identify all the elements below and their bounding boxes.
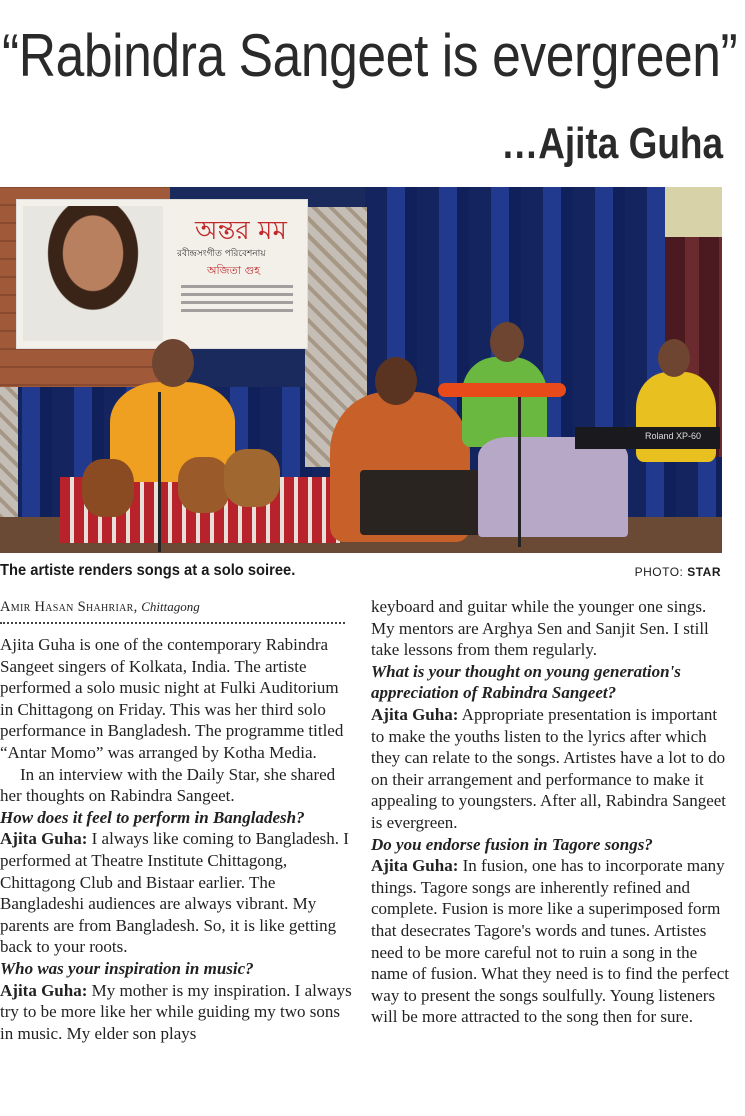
ceiling-panel	[665, 187, 722, 237]
tabla-drum	[82, 459, 134, 517]
mic-stand	[158, 392, 161, 552]
answer-text: Appropriate presentation is important to make the youths listen to the lyrics after which they can relate to the songs. Artistes have a lot to do on their arrangement and performance to make it appealing to youngsters. After all, Rabindra Sangeet is evergreen.	[371, 704, 727, 832]
banner-title: অন্তর মম	[195, 216, 287, 246]
answer	[371, 704, 729, 834]
intro-paragraph: Ajita Guha is one of the contemporary Rabindra Sangeet singers of Kolkata, India. The artiste performed a solo music night at Fulki Auditorium in Chittagong on Friday. This was her third solo performance in Bangladesh. The programme titled “Antar Momo” was arranged by Kotha Media.	[0, 635, 344, 762]
article-column-2	[371, 596, 729, 1028]
author-name: Amir Hasan Shahriar,	[0, 599, 138, 615]
answer	[0, 828, 352, 958]
author-place: Chittagong	[141, 599, 200, 614]
intro-paragraph-2: In an interview with the Daily Star, she shared her thoughts on Rabindra Sangeet.	[0, 764, 336, 806]
speaker: Ajita Guha:	[0, 829, 88, 849]
credit-label: PHOTO:	[634, 565, 684, 579]
sitar-player	[462, 357, 547, 447]
banner-details	[167, 280, 307, 317]
credit-source: STAR	[687, 565, 721, 579]
photo-credit	[635, 565, 721, 579]
speaker: Ajita Guha:	[371, 704, 459, 724]
flower-garland	[438, 383, 566, 397]
article-photo	[0, 187, 722, 553]
speaker: Ajita Guha:	[371, 856, 459, 876]
keyboard	[575, 427, 720, 449]
continued-paragraph: keyboard and guitar while the younger one sings. My mentors are Arghya Sen and Sanjit Sen. I still take lessons from them regularly.	[371, 597, 709, 660]
speaker: Ajita Guha:	[0, 980, 88, 1000]
article-column-1	[0, 596, 352, 1044]
headline-byline: …Ajita Guha	[501, 119, 723, 168]
author-line	[0, 596, 352, 618]
dotted-divider	[0, 622, 345, 624]
answer	[371, 855, 729, 1028]
sitar-player-head	[490, 322, 524, 362]
answer-text: My mother is my inspiration. I always try to be more like her while guiding my two sons in music. My elder son plays	[0, 980, 352, 1043]
question: What is your thought on young generation's appreciation of Rabindra Sangeet?	[371, 661, 681, 703]
keyboard-brand: Roland XP-60	[645, 431, 702, 441]
tabla-drum	[178, 457, 230, 513]
banner-subtitle: রবীন্দ্রসংগীত পরিবেশনায়	[177, 249, 266, 259]
sitar-player-cloth	[478, 437, 628, 537]
singer-head	[375, 357, 417, 405]
answer	[0, 980, 352, 1045]
keyboard-player-head	[658, 339, 690, 377]
mic-stand	[518, 397, 521, 547]
question: Do you endorse fusion in Tagore songs?	[371, 834, 653, 854]
banner-portrait	[23, 206, 163, 341]
photo-caption: The artiste renders songs at a solo soiree.	[0, 562, 296, 579]
tabla-player-head	[152, 339, 194, 387]
tabla-drum	[224, 449, 280, 507]
banner-name: অজিতা গুহ	[207, 264, 260, 277]
event-banner	[16, 199, 308, 349]
answer-text: I always like coming to Bangladesh. I performed at Theatre Institute Chittagong, Chittagong Club and Bistaar earlier. The Bangladeshi audiences are always vibrant. My parents are from Bangladesh. So, it is like getting back to your roots.	[0, 829, 349, 957]
headline: “Rabindra Sangeet is evergreen”	[2, 22, 738, 89]
question: How does it feel to perform in Bangladesh?	[0, 807, 305, 827]
question: Who was your inspiration in music?	[0, 958, 254, 978]
answer-text: In fusion, one has to incorporate many things. Tagore songs are inherently refined and complete. Fusion is more like a superimposed form that desecrates Tagore's words and tunes. Artistes need to be more careful not to ruin a song in the name of fusion. What they need is to find the perfect way to present the songs soulfully. Young listeners will be more attracted to the song then for sure.	[371, 856, 729, 1027]
